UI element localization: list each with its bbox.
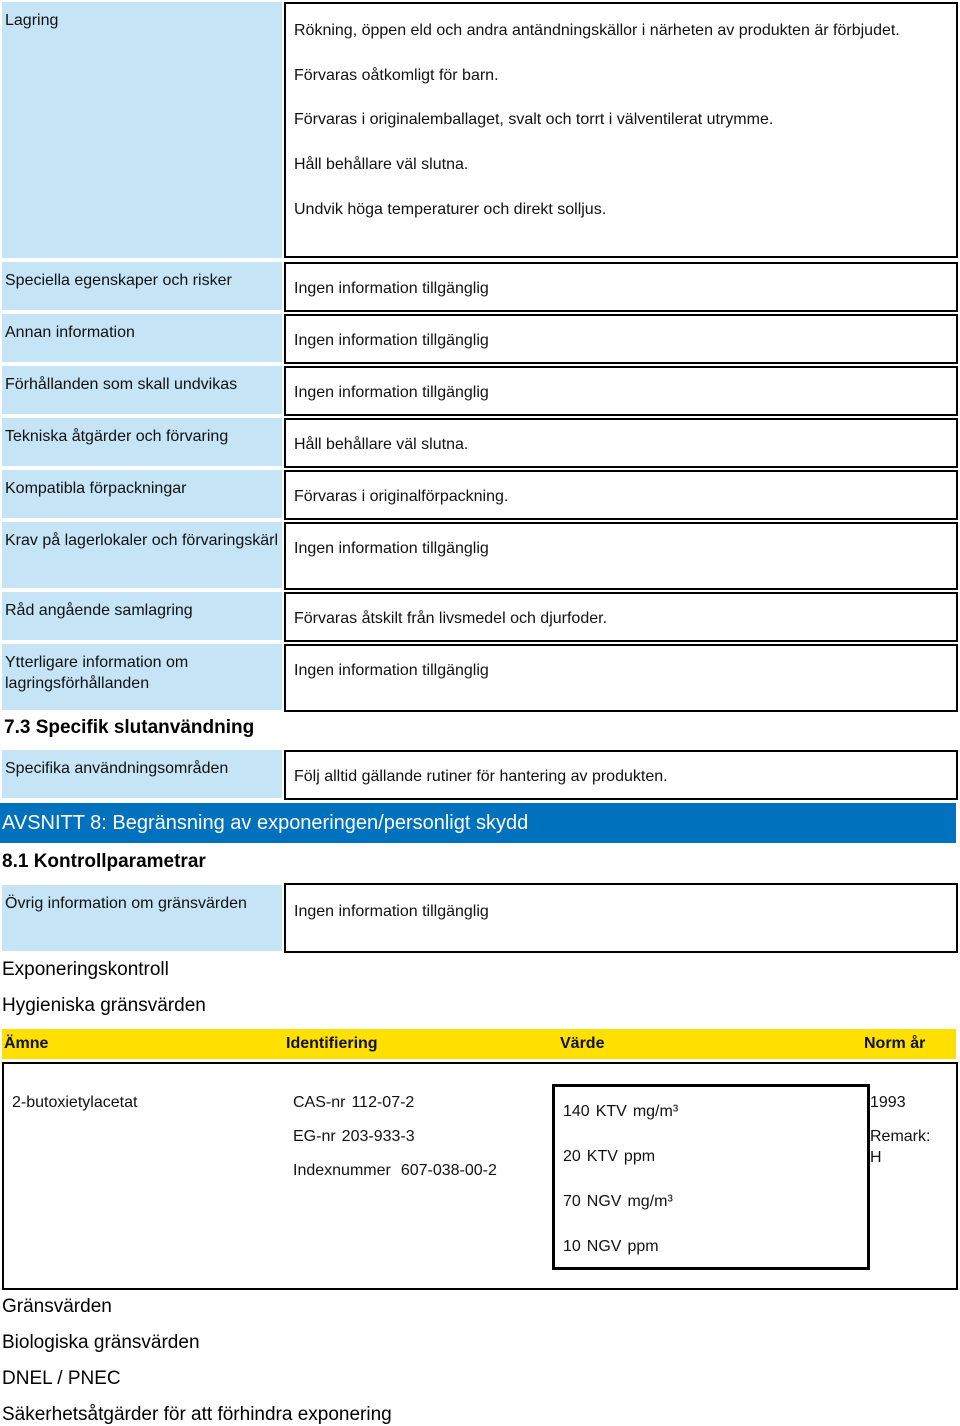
row-label	[2, 470, 282, 518]
row-value-text: Ingen information tillgänglig	[294, 662, 489, 679]
row-label-text: Kompatibla förpackningar	[5, 480, 187, 497]
row-label	[2, 592, 282, 640]
remark-value: H	[870, 1149, 882, 1166]
limits-heading: Gränsvärden	[2, 1296, 112, 1317]
header-value: Värde	[560, 1035, 605, 1052]
other-info-label	[2, 885, 282, 951]
limit-value	[563, 1101, 678, 1122]
limit-amount: 10	[563, 1238, 581, 1255]
row-value	[284, 314, 958, 364]
limit-type: NGV	[586, 1193, 622, 1210]
row-value	[284, 644, 958, 712]
row-label-text: Speciella egenskaper och risker	[5, 272, 232, 289]
specific-uses-label-text: Specifika användningsområden	[5, 760, 229, 777]
storage-line: Håll behållare väl slutna.	[294, 156, 469, 173]
header-identification: Identifiering	[286, 1035, 378, 1052]
row-label-text: Förhållanden som skall undvikas	[5, 376, 238, 393]
limit-type: KTV	[586, 1148, 618, 1165]
exposure-control-heading: Exponeringskontroll	[2, 959, 169, 980]
cas-number	[293, 1092, 414, 1113]
storage-label-text: Lagring	[5, 12, 59, 29]
limit-type: NGV	[586, 1238, 622, 1255]
other-info-label-text: Övrig information om gränsvärden	[5, 895, 247, 912]
row-label-text: Råd angående samlagring	[5, 602, 193, 619]
row-value	[284, 522, 958, 590]
limit-unit: mg/m³	[632, 1103, 679, 1120]
limit-value	[563, 1146, 655, 1167]
section-8-title-bar: AVSNITT 8: Begränsning av exponeringen/personligt skydd	[0, 803, 956, 843]
row-value	[284, 470, 958, 520]
row-label-text: Tekniska åtgärder och förvaring	[5, 428, 229, 445]
hygiene-limits-heading: Hygieniska gränsvärden	[2, 995, 206, 1016]
row-value	[284, 262, 958, 312]
row-label	[2, 418, 282, 466]
eg-value: 203-933-3	[341, 1128, 415, 1145]
row-label-text: Annan information	[5, 324, 135, 341]
row-value	[284, 366, 958, 416]
header-substance: Ämne	[4, 1035, 49, 1052]
index-number	[293, 1160, 497, 1181]
limit-value	[563, 1236, 659, 1257]
section-8-1-heading: 8.1 Kontrollparametrar	[2, 851, 206, 872]
specific-uses-label	[2, 750, 282, 798]
limit-unit: ppm	[627, 1238, 659, 1255]
storage-value-box	[284, 2, 958, 258]
row-value	[284, 418, 958, 468]
bio-limits-heading: Biologiska gränsvärden	[2, 1332, 200, 1353]
limit-value	[563, 1191, 673, 1212]
row-value-text: Ingen information tillgänglig	[294, 332, 489, 349]
row-label-text: Krav på lagerlokaler och förvaringskärl	[5, 532, 279, 549]
index-label: Indexnummer	[293, 1162, 391, 1179]
row-value-text: Ingen information tillgänglig	[294, 540, 489, 557]
substance-name: 2-butoxietylacetat	[12, 1094, 138, 1111]
header-norm-year: Norm år	[864, 1035, 926, 1052]
limit-amount: 70	[563, 1193, 581, 1210]
limit-type: KTV	[595, 1103, 627, 1120]
limit-values-box	[552, 1084, 870, 1270]
row-label	[2, 314, 282, 362]
limits-table-row	[2, 1062, 958, 1290]
limit-unit: mg/m³	[627, 1193, 673, 1210]
cas-value: 112-07-2	[351, 1094, 415, 1111]
section-7-3-heading: 7.3 Specifik slutanvändning	[4, 717, 255, 738]
specific-uses-value	[284, 750, 958, 800]
row-value-text: Förvaras i originalförpackning.	[294, 488, 509, 505]
row-label-text: Ytterligare information om lagringsförhållanden	[5, 654, 189, 692]
index-value: 607-038-00-2	[400, 1162, 497, 1179]
row-value-text: Håll behållare väl slutna.	[294, 436, 469, 453]
limit-unit: ppm	[623, 1148, 656, 1165]
row-value-text: Förvaras åtskilt från livsmedel och djurfoder.	[294, 610, 608, 627]
row-label	[2, 262, 282, 310]
storage-line: Förvaras oåtkomligt för barn.	[294, 67, 499, 84]
other-info-value	[284, 883, 958, 953]
storage-line: Förvaras i originalemballaget, svalt och torrt i välventilerat utrymme.	[294, 111, 774, 128]
specific-uses-value-text: Följ alltid gällande rutiner för hantering av produkten.	[294, 768, 668, 785]
cas-label: CAS-nr	[293, 1094, 346, 1111]
row-value	[284, 592, 958, 642]
remark-label: Remark:	[870, 1128, 931, 1145]
eg-label: EG-nr	[293, 1128, 336, 1145]
row-value-text: Ingen information tillgänglig	[294, 384, 489, 401]
row-label	[2, 366, 282, 414]
row-label	[2, 644, 282, 710]
row-value-text: Ingen information tillgänglig	[294, 280, 489, 297]
storage-line: Rökning, öppen eld och andra antändningskällor i närheten av produkten är förbjudet.	[294, 22, 900, 39]
other-info-value-text: Ingen information tillgänglig	[294, 903, 489, 920]
limit-amount: 20	[563, 1148, 581, 1165]
safety-measures-heading: Säkerhetsåtgärder för att förhindra exponering	[2, 1404, 392, 1425]
storage-label	[2, 2, 282, 258]
norm-year: 1993	[870, 1094, 906, 1111]
dnel-pnec-heading: DNEL / PNEC	[2, 1368, 121, 1389]
storage-line: Undvik höga temperaturer och direkt solljus.	[294, 201, 607, 218]
limit-amount: 140	[563, 1103, 590, 1120]
row-label	[2, 522, 282, 588]
eg-number	[293, 1126, 415, 1147]
limits-table-header	[2, 1029, 956, 1059]
